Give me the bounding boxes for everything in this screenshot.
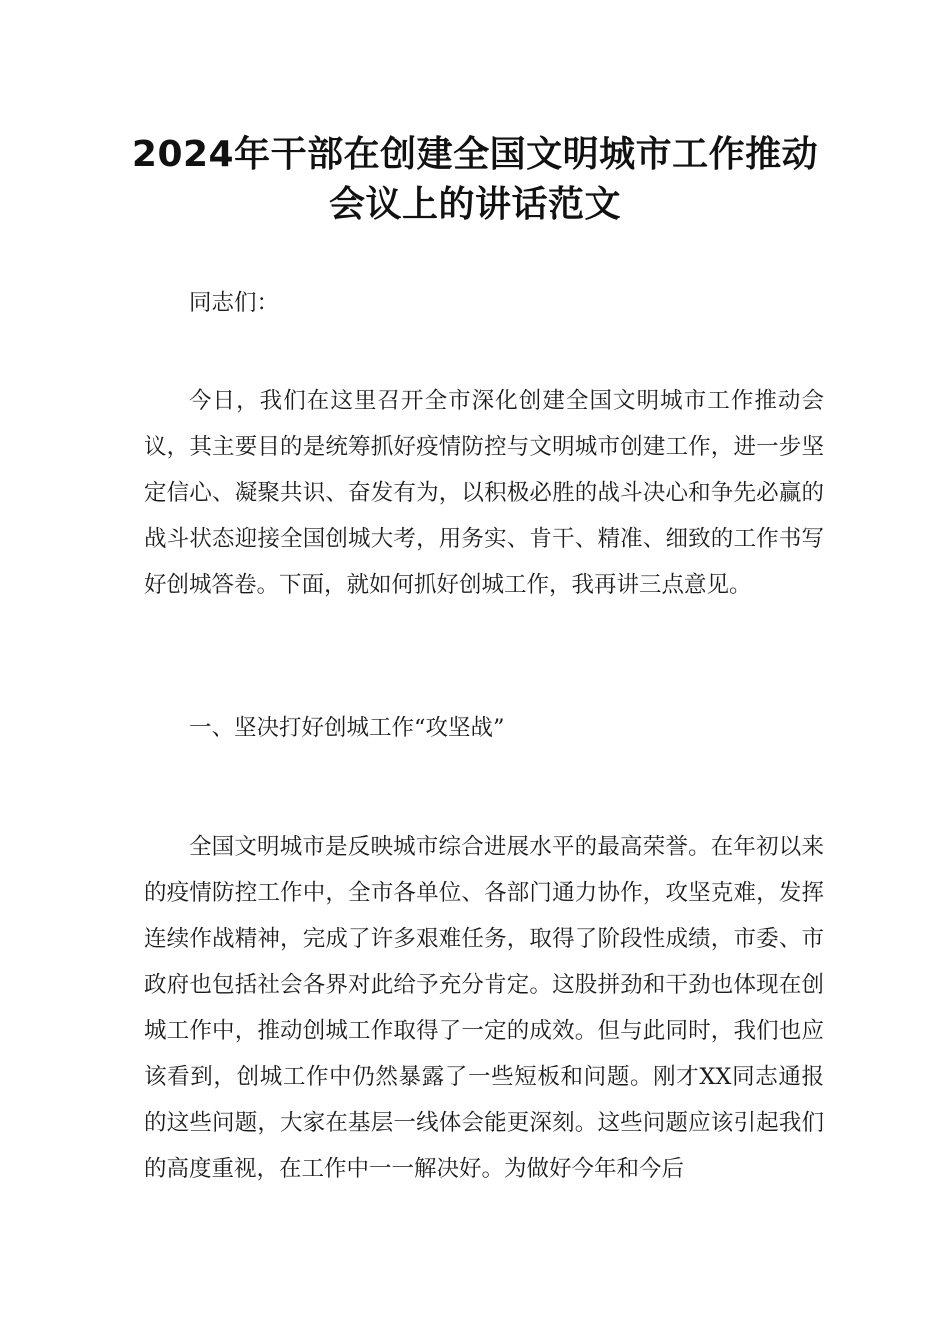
paragraph-body: 全国文明城市是反映城市综合进展水平的最高荣誉。在年初以来的疫情防控工作中，全市各单位、各部门通力协作，攻坚克难，发挥连续作战精神，完成了许多艰难任务，取得了阶段性成绩，市委、市政府也包括社会各界对此给予充分肯定。这股拼劲和干劲也体现在创城工作中，推动创城工作取得了一定的成效。但与此同时，我们也应该看到，创城工作中仍然暴露了一些短板和问题。刚才XX同志通报的这些问题，大家在基层一线体会能更深刻。这些问题应该引起我们的高度重视，在工作中一一解决好。为做好今年和今后: [144, 834, 824, 1182]
section-heading: 一、坚决打好创城工作“攻坚战”: [189, 715, 505, 741]
document-title: 2024年干部在创建全国文明城市工作推动会议上的讲话范文: [131, 134, 819, 225]
paragraph-intro: 今日，我们在这里召开全市深化创建全国文明城市工作推动会议，其主要目的是统筹抓好疫情防控与文明城市创建工作，进一步坚定信心、凝聚共识、奋发有为，以积极必胜的战斗决心和争先必赢的战斗状态迎接全国创城大考，用务实、肯干、精准、细致的工作书写好创城答卷。下面，就如何抓好创城工作，我再讲三点意见。: [144, 388, 824, 598]
salutation: 同志们：: [189, 290, 280, 316]
